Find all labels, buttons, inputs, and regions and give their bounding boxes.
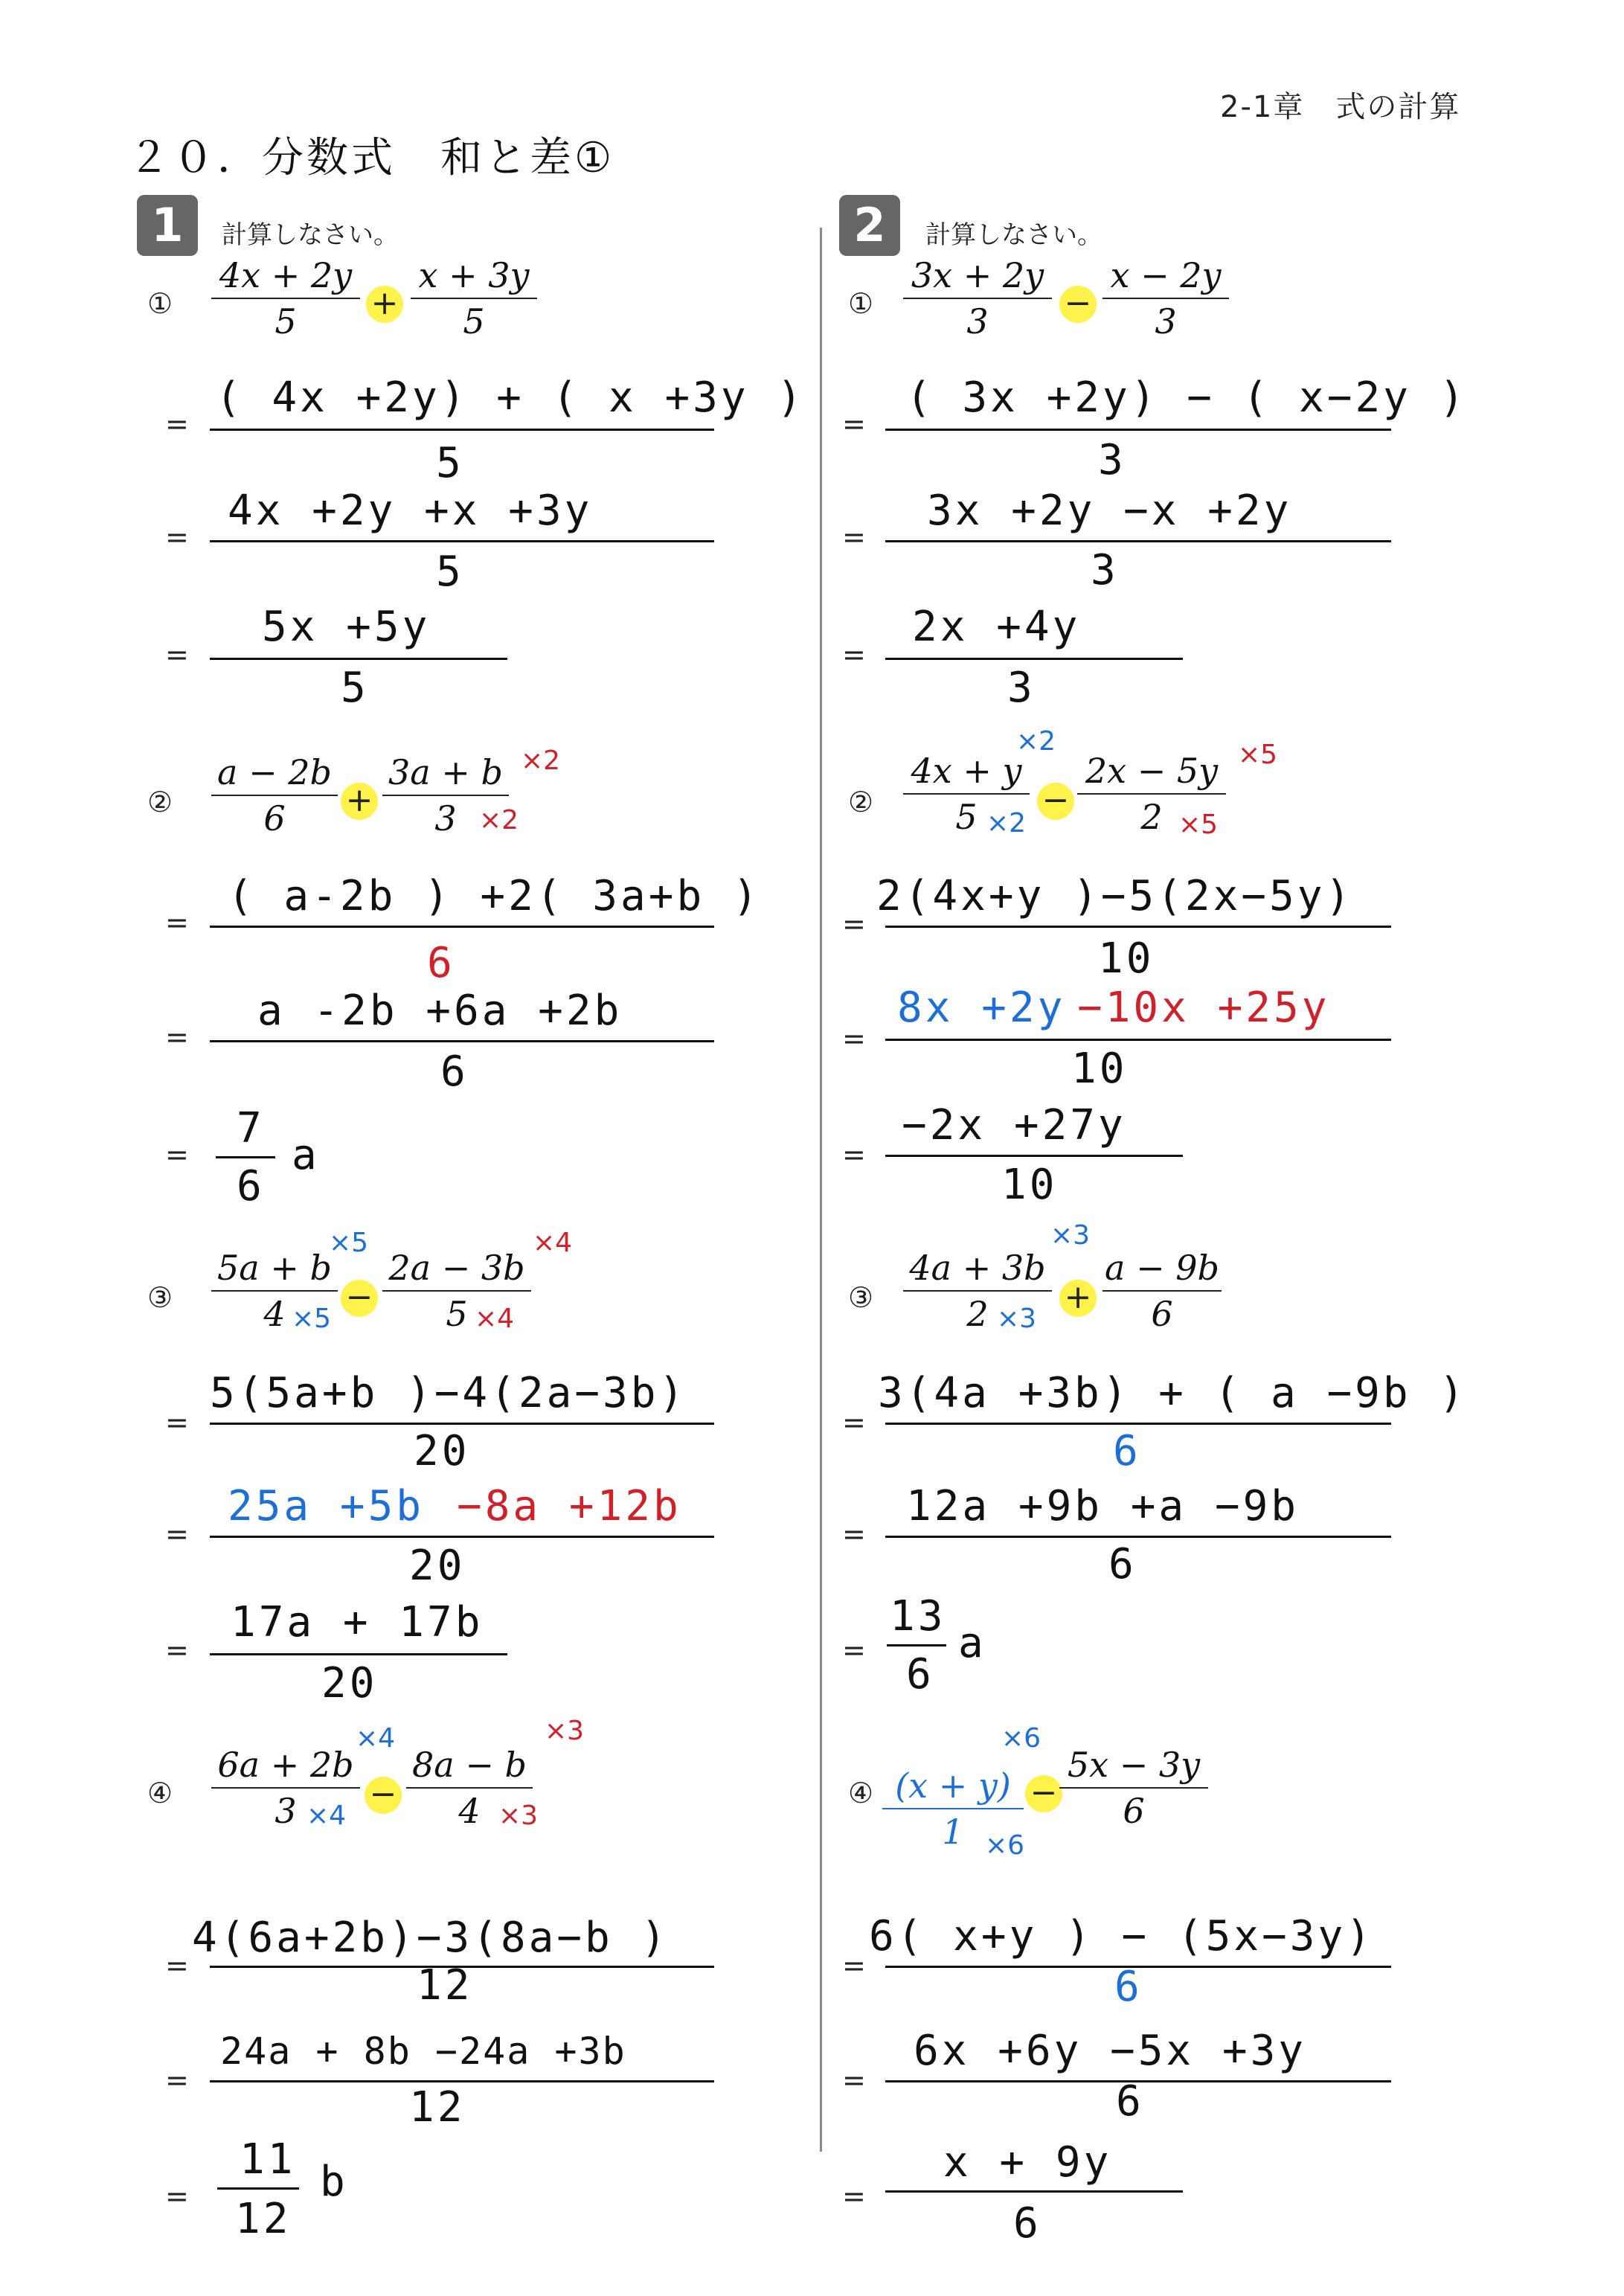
operator-highlight: − [1059, 286, 1097, 323]
step-numerator: 6x +6y −5x +3y [914, 2027, 1307, 2075]
step-denominator: 6 [906, 1650, 934, 1699]
problem-number: ① [147, 287, 173, 320]
equals-sign: = [842, 1949, 866, 1982]
fraction-bar [885, 1423, 1391, 1425]
step-denominator: 6 [1108, 1540, 1137, 1588]
step-denominator: 6 [1116, 2077, 1144, 2126]
fraction-bar [885, 540, 1391, 542]
step-numerator: a -2b +6a +2b [257, 987, 623, 1035]
fraction-bar [885, 1039, 1391, 1041]
multiplier-annotation: ×5 [1178, 809, 1219, 840]
multiplier-annotation: ×5 [1238, 740, 1278, 770]
step-coefficient: b [320, 2158, 348, 2206]
fraction-bar [885, 658, 1183, 660]
fraction-bar [210, 429, 714, 431]
fraction-bar [885, 1536, 1391, 1538]
problem-number: ② [147, 786, 173, 818]
step-numerator: 7 [237, 1104, 265, 1152]
step-denominator: 3 [1007, 664, 1036, 712]
numerator: 2x − 5y [1085, 751, 1219, 791]
step-numerator-part: −8a +12b [457, 1482, 681, 1530]
fraction-bar [210, 2080, 714, 2082]
step-denominator: 6 [237, 1162, 265, 1210]
step-numerator: 6( x+y ) − (5x−3y) [869, 1912, 1374, 1960]
step-denominator: 6 [440, 1048, 469, 1096]
multiplier-annotation: ×4 [475, 1303, 515, 1334]
denominator: 3 [275, 1791, 297, 1831]
denominator: 5 [463, 301, 485, 341]
equals-sign: = [842, 2064, 866, 2097]
numerator: 4x + y [911, 751, 1022, 791]
operator-highlight: − [341, 1280, 378, 1317]
fraction-right [1103, 1245, 1222, 1336]
problem-number: ④ [848, 1777, 874, 1809]
problem-number: ③ [147, 1281, 173, 1314]
equals-sign: = [842, 1022, 866, 1055]
fraction-right [1103, 253, 1229, 344]
step-denominator: 10 [1071, 1045, 1128, 1093]
equals-sign: = [165, 638, 189, 671]
operator-highlight: + [341, 783, 378, 820]
multiplier-annotation: ×6 [985, 1830, 1025, 1861]
denominator: 6 [263, 798, 286, 838]
step-denominator: 10 [1001, 1161, 1058, 1209]
step-numerator: 2x +4y [912, 603, 1081, 651]
step-numerator: 2(4x+y )−5(2x−5y) [876, 872, 1354, 920]
numerator: 3x + 2y [911, 255, 1044, 295]
page-title: ２０．分数式 和と差① [128, 134, 615, 182]
fraction-bar [210, 1536, 714, 1538]
step-numerator: x + 9y [943, 2138, 1112, 2187]
step-denominator: 6 [1013, 2199, 1042, 2248]
multiplier-annotation: ×6 [1001, 1723, 1042, 1754]
problem-number: ① [848, 287, 874, 320]
numerator: 8a − b [412, 1745, 527, 1785]
equals-sign: = [165, 906, 189, 939]
fraction-bar [210, 540, 714, 542]
step-numerator: 4(6a+2b)−3(8a−b ) [192, 1914, 670, 1962]
denominator: 2 [966, 1294, 989, 1334]
step-numerator: 5(5a+b )−4(2a−3b) [210, 1369, 687, 1417]
step-numerator: 3x +2y −x +2y [927, 487, 1292, 535]
fraction-bar [210, 926, 714, 928]
equals-sign: = [165, 1518, 189, 1551]
step-denominator: 6 [427, 939, 455, 987]
multiplier-annotation: ×2 [1016, 726, 1056, 757]
numerator: 3a + b [388, 752, 503, 792]
denominator: 3 [434, 798, 457, 838]
step-denominator: 12 [409, 2083, 466, 2132]
step-denominator: 5 [341, 664, 369, 712]
equals-sign: = [165, 2180, 189, 2213]
fraction-bar [210, 1423, 714, 1425]
equals-sign: = [842, 908, 866, 940]
step-numerator-part: 25a +5b [228, 1482, 425, 1530]
equals-sign: = [842, 1634, 866, 1667]
section-1-instruction: 計算しなさい。 [222, 220, 399, 250]
denominator: 4 [263, 1294, 286, 1334]
chapter-label: 2-1章 式の計算 [1220, 90, 1461, 124]
step-numerator: ( a-2b ) +2( 3a+b ) [228, 872, 761, 920]
numerator: 4a + 3b [909, 1248, 1046, 1288]
denominator: 3 [1155, 301, 1177, 341]
denominator: 2 [1140, 797, 1163, 837]
step-numerator: 5x +5y [262, 603, 431, 651]
fraction-right [1059, 1742, 1208, 1833]
multiplier-annotation: ×5 [292, 1303, 332, 1334]
multiplier-annotation: ×2 [986, 808, 1027, 838]
multiplier-annotation: ×5 [329, 1228, 369, 1258]
step-denominator: 3 [1098, 436, 1126, 484]
multiplier-annotation: ×3 [1050, 1220, 1091, 1251]
denominator: 4 [458, 1791, 481, 1831]
equals-sign: = [842, 408, 866, 440]
step-numerator-part: 8x +2y [897, 984, 1066, 1032]
section-1-badge: 1 [137, 195, 198, 256]
step-denominator: 6 [1114, 1963, 1143, 2011]
step-denominator: 5 [436, 548, 464, 596]
step-numerator: 24a + 8b −24a +3b [220, 2030, 626, 2073]
denominator: 3 [966, 301, 989, 341]
equals-sign: = [165, 1949, 189, 1982]
fraction-bar [885, 429, 1391, 431]
denominator: 1 [942, 1812, 964, 1852]
numerator: 2a − 3b [388, 1248, 525, 1288]
equals-sign: = [165, 521, 189, 554]
operator-highlight: + [1059, 1280, 1097, 1317]
step-numerator: 17a + 17b [231, 1598, 484, 1646]
fraction-bar [210, 1040, 714, 1042]
fraction-left [211, 750, 338, 841]
step-numerator: 4x +2y +x +3y [228, 487, 593, 535]
equals-sign: = [842, 638, 866, 671]
step-numerator: −2x +27y [902, 1101, 1126, 1149]
numerator: 4x + 2y [219, 255, 353, 295]
problem-number: ④ [147, 1777, 173, 1809]
section-2-badge: 2 [839, 195, 900, 256]
equals-sign: = [165, 1634, 189, 1667]
multiplier-annotation: ×4 [306, 1800, 347, 1831]
step-denominator: 6 [1113, 1427, 1141, 1475]
numerator: a − 2b [217, 752, 332, 792]
operator-highlight: + [366, 286, 403, 323]
equals-sign: = [842, 1518, 866, 1551]
numerator: 5a + b [217, 1248, 332, 1288]
numerator: 6a + 2b [217, 1745, 354, 1785]
fraction-left [903, 253, 1052, 344]
numerator: 5x − 3y [1067, 1745, 1201, 1785]
step-denominator: 20 [414, 1427, 470, 1475]
denominator: 5 [955, 797, 978, 837]
step-denominator: 10 [1098, 934, 1155, 983]
equals-sign: = [842, 1138, 866, 1171]
operator-highlight: − [1025, 1775, 1062, 1812]
step-coefficient: a [292, 1131, 320, 1179]
multiplier-annotation: ×2 [521, 745, 561, 776]
numerator: (x + y) [895, 1766, 1011, 1806]
multiplier-annotation: ×3 [997, 1303, 1037, 1334]
step-denominator: 12 [235, 2195, 292, 2243]
numerator: a − 9b [1105, 1248, 1219, 1288]
step-coefficient: a [958, 1619, 986, 1667]
section-2-instruction: 計算しなさい。 [925, 220, 1103, 250]
problem-number: ③ [848, 1281, 874, 1314]
fraction-bar [210, 658, 507, 660]
multiplier-annotation: ×3 [545, 1716, 585, 1746]
multiplier-annotation: ×4 [533, 1228, 573, 1258]
equals-sign: = [165, 1021, 189, 1054]
step-numerator: ( 3x +2y) − ( x−2y ) [906, 373, 1468, 422]
operator-highlight: − [1037, 783, 1074, 820]
operator-highlight: − [365, 1777, 402, 1814]
fraction-bar [885, 2190, 1183, 2193]
equals-sign: = [165, 2064, 189, 2097]
denominator: 6 [1151, 1294, 1173, 1334]
fraction-bar [210, 1653, 507, 1655]
numerator: x − 2y [1110, 255, 1222, 295]
step-denominator: 3 [1091, 546, 1119, 594]
denominator: 6 [1123, 1791, 1145, 1831]
step-denominator: 5 [436, 439, 464, 487]
step-numerator: 3(4a +3b) + ( a −9b ) [878, 1369, 1468, 1417]
fraction-left [211, 253, 360, 344]
step-numerator: 12a +9b +a −9b [906, 1482, 1300, 1530]
equals-sign: = [842, 1406, 866, 1439]
numerator: x + 3y [418, 255, 530, 295]
step-numerator-part: −10x +25y [1077, 984, 1330, 1032]
step-denominator: 20 [409, 1542, 466, 1590]
fraction-bar [885, 1155, 1183, 1157]
problem-number: ② [848, 786, 874, 818]
fraction-right [411, 253, 537, 344]
equals-sign: = [842, 2180, 866, 2213]
equals-sign: = [165, 1138, 189, 1171]
multiplier-annotation: ×2 [479, 805, 519, 836]
fraction-bar [216, 1156, 275, 1158]
fraction-bar [885, 926, 1391, 928]
step-numerator: 13 [890, 1592, 946, 1641]
step-denominator: 20 [321, 1659, 378, 1707]
step-numerator: 11 [240, 2135, 296, 2184]
equals-sign: = [842, 521, 866, 554]
fraction-bar [887, 1644, 946, 1646]
multiplier-annotation: ×3 [498, 1800, 539, 1831]
step-denominator: 12 [417, 1961, 473, 2010]
fraction-bar [217, 2187, 299, 2190]
equals-sign: = [165, 408, 189, 440]
column-divider [820, 228, 822, 2152]
denominator: 5 [275, 301, 297, 341]
denominator: 5 [446, 1294, 468, 1334]
step-numerator: ( 4x +2y) + ( x +3y ) [216, 373, 806, 422]
multiplier-annotation: ×4 [356, 1723, 396, 1754]
equals-sign: = [165, 1406, 189, 1439]
